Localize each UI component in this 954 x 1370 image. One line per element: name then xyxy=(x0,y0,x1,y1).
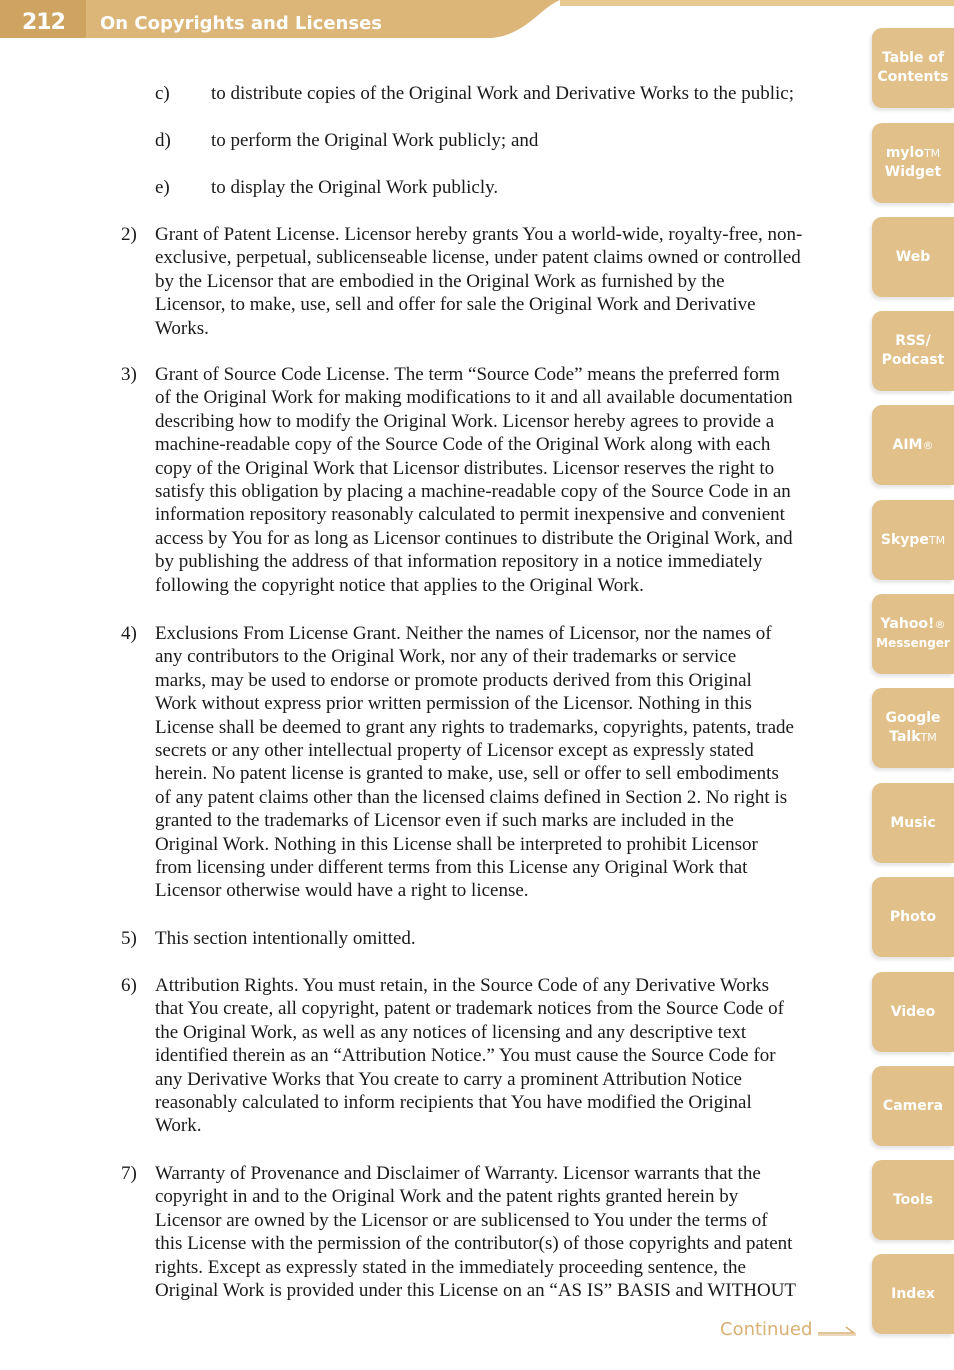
tab-label: Podcast xyxy=(881,352,945,368)
continued-link[interactable] xyxy=(720,1319,858,1340)
page-title: On Copyrights and Licenses xyxy=(100,13,382,34)
tab-label: Camera xyxy=(882,1097,944,1114)
tab-video[interactable] xyxy=(872,972,954,1052)
text-line: Work. xyxy=(155,1115,202,1137)
tab-label: Video xyxy=(890,1003,936,1020)
arrow-right-icon xyxy=(818,1324,858,1336)
tab-tools[interactable] xyxy=(872,1160,954,1240)
text-line: exclusive, perpetual, sublicenseable license, under patent claims owned or controlled xyxy=(155,247,801,269)
section-number: 7) xyxy=(121,1163,137,1184)
text-line: Exclusions From License Grant. Neither the names of Licensor, nor the names of xyxy=(155,623,772,644)
tab-label: Skype™ xyxy=(880,531,946,548)
text-line: identified therein as an “Attribution Notice.” You must cause the Source Code for xyxy=(155,1045,776,1067)
text-line: following the copyright notice that applies to the Original Work. xyxy=(155,574,644,596)
tab-label: Tools xyxy=(892,1191,934,1208)
tab-label: RSS/ xyxy=(895,333,931,349)
text-line: Warranty of Provenance and Disclaimer of Warranty. Licensor warrants that the xyxy=(155,1163,761,1184)
list-marker: d) xyxy=(155,130,171,151)
tab-label: Index xyxy=(891,1285,935,1302)
text-line: any contributors to the Original Work, nor any of their trademarks or service xyxy=(155,646,737,668)
tab-label: AIM® xyxy=(892,436,934,453)
list-text: to display the Original Work publicly. xyxy=(211,177,499,198)
section-number: 3) xyxy=(121,364,137,385)
text-line: describing how to modify the Original Work. Licensor hereby agrees to provide a xyxy=(155,410,775,432)
section-text xyxy=(155,974,847,1138)
text-line: Original Work. Nothing in this License shall be interpreted to prohibit Licensor xyxy=(155,833,758,855)
section-text xyxy=(155,622,847,903)
tab-label: Music xyxy=(890,814,936,831)
text-line: the Original Work, as well as any notices of licensing and any descriptive text xyxy=(155,1021,747,1043)
text-line: by the Licensor that are embodied in the Original Work as furnished by the xyxy=(155,270,725,292)
text-line: of the Original Work for making modifications to it and all available documentation xyxy=(155,387,793,409)
list-marker: e) xyxy=(155,177,170,198)
section-number: 4) xyxy=(121,623,137,644)
text-line: by publishing the address of that information repository in a notice immediately xyxy=(155,551,763,573)
tab-google-talk[interactable] xyxy=(872,688,954,768)
text-line: Licensor are owned by the Licensor or are sublicensed to You under the terms of xyxy=(155,1209,768,1231)
text-line: Work without express prior written permission of the Licensor. Nothing in this xyxy=(155,693,752,715)
tab-label: Talk™ xyxy=(889,729,937,745)
tab-label: Messenger xyxy=(876,636,950,650)
tab-label: Photo xyxy=(889,908,937,925)
tab-label: Yahoo!® xyxy=(880,616,946,632)
section-number: 6) xyxy=(121,975,137,996)
text-line: from licensing under different terms from this License any Original Work that xyxy=(155,857,748,879)
text-line: Grant of Source Code License. The term “Source Code” means the preferred form xyxy=(155,364,780,385)
text-line: that You create, all copyright, patent or trademark notices from the Source Code of xyxy=(155,998,784,1020)
text-line: any Derivative Works that You create to carry a prominent Attribution Notice xyxy=(155,1068,742,1090)
text-line: Works. xyxy=(155,317,209,339)
text-line: machine-readable copy of the Source Code of the Original Work along with each xyxy=(155,434,771,456)
text-line: License shall be deemed to grant any rights to trademarks, copyrights, patents, trade xyxy=(155,716,794,738)
header-rule xyxy=(560,0,954,6)
text-line: copyright in and to the Original Work and the patent rights granted herein by xyxy=(155,1186,739,1208)
list-text: to perform the Original Work publicly; and xyxy=(211,130,539,151)
tab-label: Contents xyxy=(877,69,949,85)
tab-mylo-widget[interactable] xyxy=(872,123,954,203)
text-line: rights. Except as expressly stated in the immediately proceeding sentence, the xyxy=(155,1256,746,1278)
text-line: information repository reasonably calculated to permit inexpensive and convenient xyxy=(155,504,785,526)
list-marker: c) xyxy=(155,83,170,104)
tab-photo[interactable] xyxy=(872,877,954,957)
text-line: access by You for as long as Licensor continues to distribute the Original Work, and xyxy=(155,527,793,549)
tab-yahoo-messenger[interactable] xyxy=(872,594,954,674)
section-number: 5) xyxy=(121,928,137,949)
tab-web[interactable] xyxy=(872,217,954,297)
tab-label: Web xyxy=(895,248,931,265)
page-number: 212 xyxy=(22,10,65,35)
section-number: 2) xyxy=(121,224,137,245)
text-line: copy of the Original Work that Licensor distributes. Licensor reserves the right to xyxy=(155,457,775,479)
text-line: Grant of Patent License. Licensor hereby grants You a world-wide, royalty-free, non- xyxy=(155,224,803,245)
text-line: This section intentionally omitted. xyxy=(155,928,416,949)
tab-camera[interactable] xyxy=(872,1066,954,1146)
tab-index[interactable] xyxy=(872,1254,954,1334)
text-line: herein. No patent license is granted to make, use, sell or offer to sell embodiments xyxy=(155,763,779,785)
tab-music[interactable] xyxy=(872,783,954,863)
page-header xyxy=(0,0,570,40)
list-text: to distribute copies of the Original Work and Derivative Works to the public; xyxy=(211,83,795,104)
section-text xyxy=(155,927,847,950)
tab-label: Table of xyxy=(881,50,945,66)
text-line: granted to the trademarks of Licensor even if such marks are included in the xyxy=(155,810,734,832)
tab-aim[interactable] xyxy=(872,405,954,485)
text-line: Licensor otherwise would have a right to license. xyxy=(155,880,529,902)
tab-label: mylo™ xyxy=(885,145,941,161)
tab-table-of-contents[interactable] xyxy=(872,28,954,108)
text-line: satisfy this obligation by placing a machine-readable copy of the Source Code in an xyxy=(155,481,791,503)
text-line: Attribution Rights. You must retain, in the Source Code of any Derivative Works xyxy=(155,975,769,996)
text-line: of any patent claims other than the licensed claims defined in Section 2. No right is xyxy=(155,786,788,808)
continued-label: Continued xyxy=(720,1319,813,1340)
text-line: this License with the permission of the contributor(s) of those copyrights and patent xyxy=(155,1233,793,1255)
text-line: Licensor, to make, use, sell and offer for sale the Original Work and Derivative xyxy=(155,294,756,316)
text-line: marks, may be used to endorse or promote products derived from this Original xyxy=(155,669,752,691)
tab-rss-podcast[interactable] xyxy=(872,311,954,391)
tab-label: Widget xyxy=(884,164,942,180)
text-line: Original Work is provided under this License on an “AS IS” BASIS and WITHOUT xyxy=(155,1280,797,1302)
text-line: reasonably calculated to inform recipients that You have modified the Original xyxy=(155,1092,752,1114)
tab-label: Google xyxy=(885,710,941,726)
text-line: secrets or any other intellectual property of Licensor except as expressly stated xyxy=(155,740,754,762)
section-text xyxy=(155,1162,847,1302)
tab-skype[interactable] xyxy=(872,500,954,580)
section-text xyxy=(155,363,847,597)
section-text xyxy=(155,223,847,340)
